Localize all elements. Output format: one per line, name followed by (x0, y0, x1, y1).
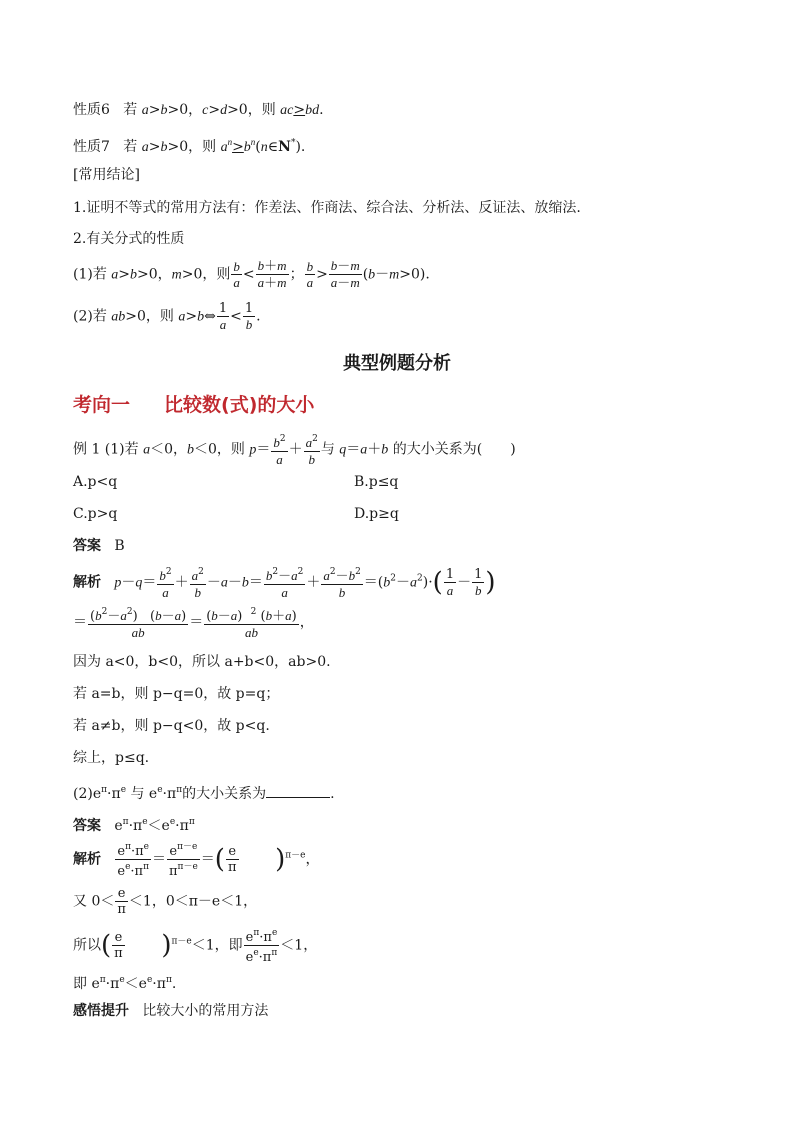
property-7-label: 性质7 (73, 139, 110, 155)
solution-2-line-2: 又 0＜ $\frac{e}{\pi}$ ＜1，0＜π－e＜1， (73, 886, 258, 917)
insight-text: 比较大小的常用方法 (142, 1003, 269, 1019)
answer-2-label: 答案 (73, 818, 101, 834)
property-6-line: 性质6 若 a>b>0，c>d>0，则 ac>bd. (73, 102, 324, 118)
solution-line-3: 因为 a<0，b<0，所以 a+b<0，ab>0. (73, 654, 331, 670)
section-name: 比较数(式)的大小 (164, 394, 315, 416)
solution-line-2: ＝ $\frac{(b^2-a^2) (b-a)}{ab}$ ＝ $\frac{(b-a) ^2 (b+a)}{ab}$ ， (73, 607, 314, 640)
property-6-label: 性质6 (73, 102, 110, 118)
solution-line-6: 综上，p≤q. (73, 750, 150, 766)
option-b: B.p≤q (354, 474, 399, 490)
section-heading (73, 390, 314, 417)
option-a: A.p<q (73, 474, 118, 490)
example-1-stem: 例 1 (1)若 a＜0，b＜0，则 p＝ $\frac{b^2}{a}$ ＋ $\frac{a^2}{b}$ 与 q＝a＋b 的大小关系为( ) (73, 434, 516, 467)
insight-line (73, 1002, 268, 1020)
solution-2-line-1: 解析 $\frac{e^\pi\cdot\pi^e}{e^e\cdot\pi^\pi}$ ＝ $\frac{e^{\pi-e}}{\pi^{\pi-e}}$ ＝( $\frac{e}{\pi}$ )$^{\pi-e}$， (73, 842, 320, 879)
property-7-line: 性质7 若 a>b>0，则 $a^n>b^n(n\in N^*)$. (73, 137, 306, 155)
answer-value: B (114, 538, 125, 554)
common-conclusion-heading: [常用结论] (73, 167, 140, 183)
answer-2-line: 答案 $e^\pi\cdot\pi^e<e^e\cdot\pi^\pi$ (73, 817, 195, 834)
solution-2-label: 解析 (73, 851, 101, 868)
solution-line-4: 若 a=b，则 p−q=0，故 p=q； (73, 686, 280, 702)
conclusion-1: 1.证明不等式的常用方法有：作差法、作商法、综合法、分析法、反证法、放缩法. (73, 200, 581, 216)
solution-2-line-4: 即 $e^\pi\cdot\pi^e<e^e\cdot\pi^\pi$. (73, 975, 177, 992)
answer-line (73, 537, 125, 555)
solution-line-1: 解析 p－q＝ $\frac{b^2}{a}$ ＋ $\frac{a^2}{b}$ －a－b＝ $\frac{b^2-a^2}{a}$ ＋ $\frac{a^2-b^2}{b}$ $=(b^2-a^2)\cdot$( $\frac{1}{a}$ － $\frac{1}{b}$ ) (73, 567, 496, 600)
conclusion-2: 2.有关分式的性质 (73, 231, 185, 247)
fraction-property-1: (1)若 a>b>0，m>0，则 $\frac{b}{a}$ < $\frac{b+m}{a+m}$ ； $\frac{b}{a}$ > $\frac{b-m}{a-m}$ (b－m>0). (73, 258, 430, 291)
page-title: 典型例题分析 (343, 353, 451, 374)
fraction-property-2: (2)若 ab>0，则 a>b⇔ $\frac{1}{a}$ < $\frac{1}{b}$ . (73, 301, 261, 332)
part-2-stem: $(2)e^\pi\cdot\pi^e$ 与 $e^e\cdot\pi^\pi$的大小关系为 . (73, 785, 335, 802)
option-c: C.p>q (73, 506, 118, 522)
solution-line-5: 若 a≠b，则 p−q<0，故 p<q. (73, 718, 270, 734)
option-d: D.p≥q (354, 506, 399, 522)
answer-label: 答案 (73, 538, 101, 554)
section-prefix: 考向一 (73, 394, 131, 416)
solution-2-line-3: 所以( $\frac{e}{\pi}$ )$^{\pi-e}$＜1，即 $\frac{e^\pi\cdot\pi^e}{e^e\cdot\pi^\pi}$ ＜1， (73, 928, 318, 965)
solution-label: 解析 (73, 574, 101, 591)
insight-label: 感悟提升 (73, 1003, 129, 1019)
